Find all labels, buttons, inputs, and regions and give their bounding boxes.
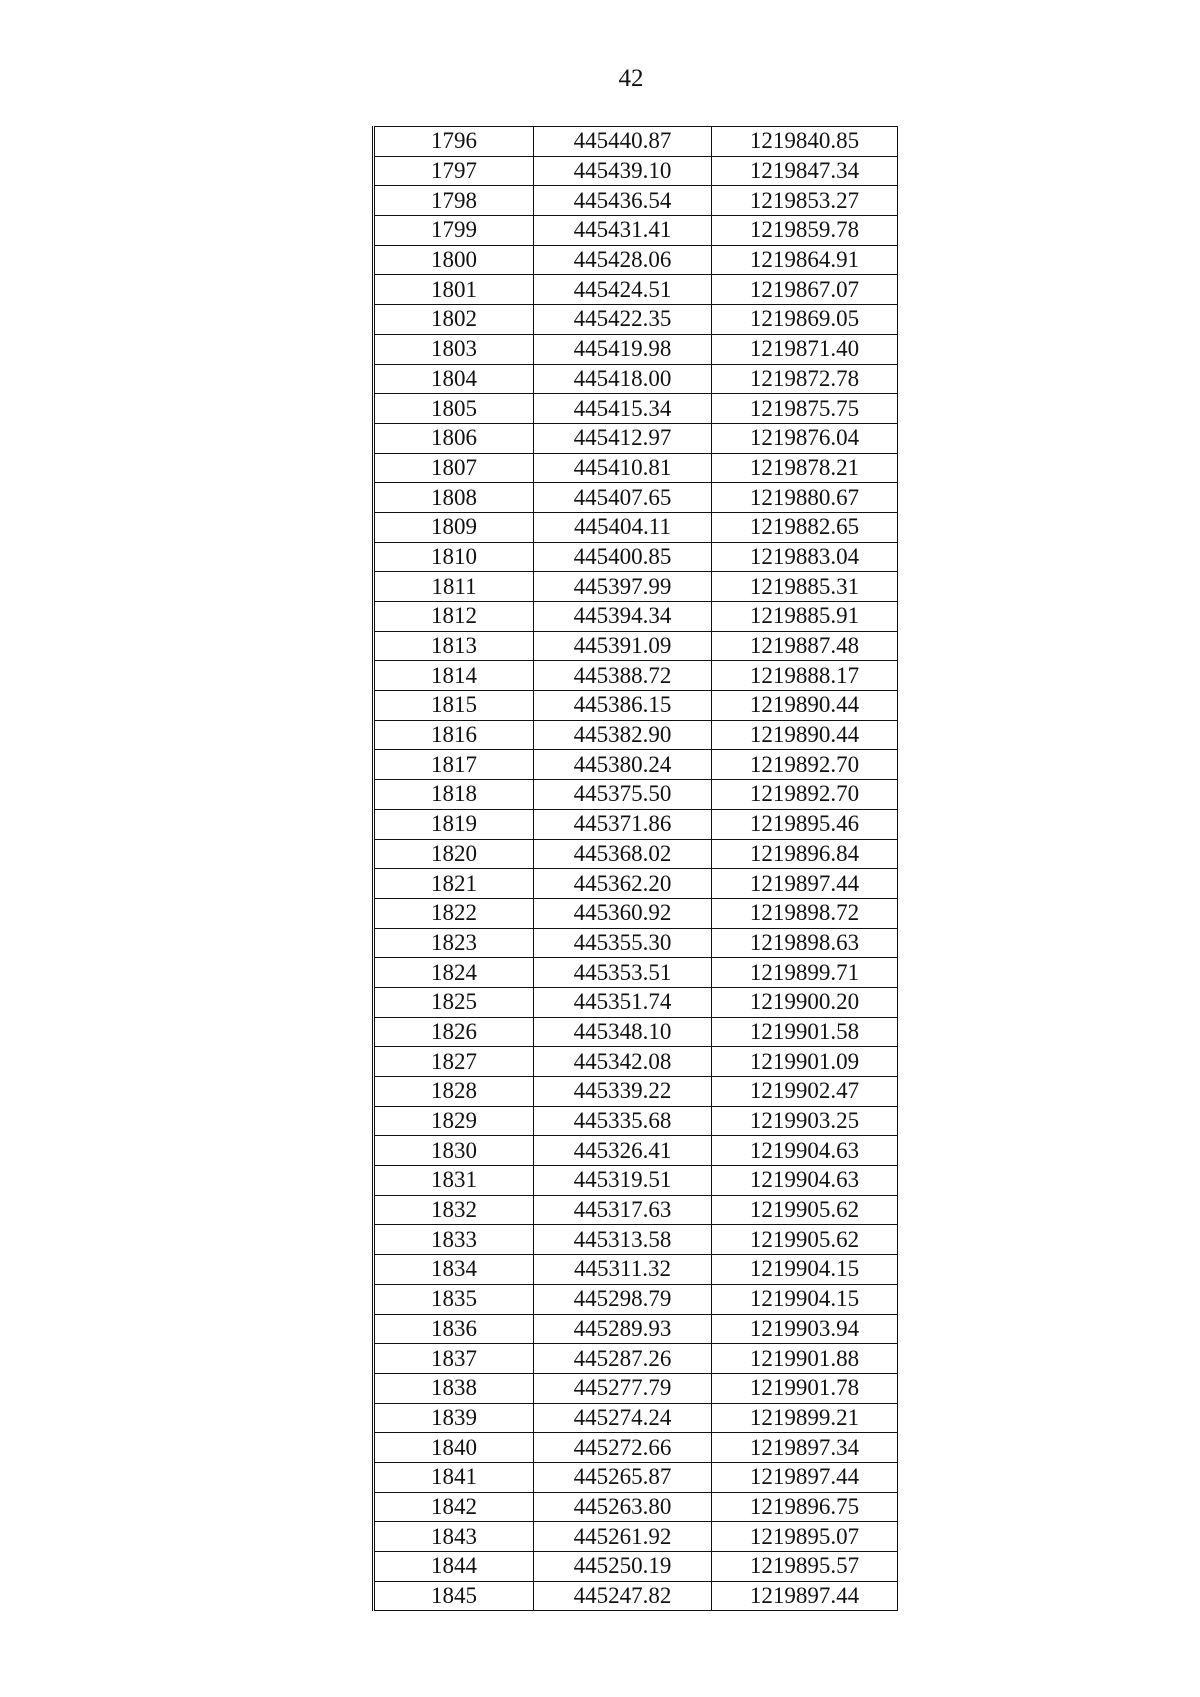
point-number-cell: 1835 <box>374 1284 534 1314</box>
y-coordinate-cell: 1219840.85 <box>712 127 898 157</box>
x-coordinate-cell: 445424.51 <box>534 275 712 305</box>
x-coordinate-cell: 445313.58 <box>534 1225 712 1255</box>
y-coordinate-cell: 1219864.91 <box>712 245 898 275</box>
x-coordinate-cell: 445394.34 <box>534 602 712 632</box>
table-row <box>374 483 898 513</box>
y-coordinate-cell: 1219883.04 <box>712 542 898 572</box>
x-coordinate-cell: 445339.22 <box>534 1077 712 1107</box>
x-coordinate-cell: 445298.79 <box>534 1284 712 1314</box>
point-number-cell: 1813 <box>374 631 534 661</box>
point-number-cell: 1830 <box>374 1136 534 1166</box>
point-number-cell: 1819 <box>374 809 534 839</box>
table-row <box>374 245 898 275</box>
x-coordinate-cell: 445404.11 <box>534 512 712 542</box>
point-number-cell: 1822 <box>374 898 534 928</box>
point-number-cell: 1837 <box>374 1344 534 1374</box>
y-coordinate-cell: 1219899.71 <box>712 958 898 988</box>
table-row <box>374 1373 898 1403</box>
point-number-cell: 1818 <box>374 780 534 810</box>
y-coordinate-cell: 1219901.78 <box>712 1373 898 1403</box>
table-row <box>374 958 898 988</box>
x-coordinate-cell: 445380.24 <box>534 750 712 780</box>
point-number-cell: 1817 <box>374 750 534 780</box>
x-coordinate-cell: 445360.92 <box>534 898 712 928</box>
table-row <box>374 453 898 483</box>
y-coordinate-cell: 1219890.44 <box>712 691 898 721</box>
table-row <box>374 572 898 602</box>
x-coordinate-cell: 445289.93 <box>534 1314 712 1344</box>
y-coordinate-cell: 1219882.65 <box>712 512 898 542</box>
table-row <box>374 334 898 364</box>
table-row <box>374 1166 898 1196</box>
point-number-cell: 1810 <box>374 542 534 572</box>
y-coordinate-cell: 1219869.05 <box>712 305 898 335</box>
x-coordinate-cell: 445319.51 <box>534 1166 712 1196</box>
x-coordinate-cell: 445388.72 <box>534 661 712 691</box>
table-row <box>374 394 898 424</box>
y-coordinate-cell: 1219887.48 <box>712 631 898 661</box>
y-coordinate-cell: 1219859.78 <box>712 216 898 246</box>
x-coordinate-cell: 445375.50 <box>534 780 712 810</box>
coordinates-table <box>372 126 898 1611</box>
y-coordinate-cell: 1219890.44 <box>712 720 898 750</box>
y-coordinate-cell: 1219892.70 <box>712 780 898 810</box>
x-coordinate-cell: 445362.20 <box>534 869 712 899</box>
table-row <box>374 661 898 691</box>
point-number-cell: 1814 <box>374 661 534 691</box>
point-number-cell: 1805 <box>374 394 534 424</box>
table-row <box>374 127 898 157</box>
table-row <box>374 809 898 839</box>
x-coordinate-cell: 445342.08 <box>534 1047 712 1077</box>
x-coordinate-cell: 445274.24 <box>534 1403 712 1433</box>
y-coordinate-cell: 1219880.67 <box>712 483 898 513</box>
table-row <box>374 1552 898 1582</box>
point-number-cell: 1840 <box>374 1433 534 1463</box>
page-number: 42 <box>618 65 644 92</box>
x-coordinate-cell: 445440.87 <box>534 127 712 157</box>
point-number-cell: 1801 <box>374 275 534 305</box>
table-row <box>374 1195 898 1225</box>
x-coordinate-cell: 445272.66 <box>534 1433 712 1463</box>
table-row <box>374 869 898 899</box>
y-coordinate-cell: 1219899.21 <box>712 1403 898 1433</box>
y-coordinate-cell: 1219900.20 <box>712 987 898 1017</box>
table-row <box>374 1017 898 1047</box>
x-coordinate-cell: 445348.10 <box>534 1017 712 1047</box>
point-number-cell: 1802 <box>374 305 534 335</box>
y-coordinate-cell: 1219896.75 <box>712 1492 898 1522</box>
table-row <box>374 987 898 1017</box>
x-coordinate-cell: 445439.10 <box>534 156 712 186</box>
point-number-cell: 1809 <box>374 512 534 542</box>
point-number-cell: 1824 <box>374 958 534 988</box>
point-number-cell: 1812 <box>374 602 534 632</box>
y-coordinate-cell: 1219895.07 <box>712 1522 898 1552</box>
y-coordinate-cell: 1219904.63 <box>712 1166 898 1196</box>
table-row <box>374 631 898 661</box>
y-coordinate-cell: 1219897.44 <box>712 1462 898 1492</box>
table-row <box>374 1433 898 1463</box>
table-row <box>374 216 898 246</box>
x-coordinate-cell: 445250.19 <box>534 1552 712 1582</box>
table-row <box>374 720 898 750</box>
y-coordinate-cell: 1219901.58 <box>712 1017 898 1047</box>
point-number-cell: 1833 <box>374 1225 534 1255</box>
point-number-cell: 1796 <box>374 127 534 157</box>
table-row <box>374 1225 898 1255</box>
table-row <box>374 1314 898 1344</box>
x-coordinate-cell: 445287.26 <box>534 1344 712 1374</box>
x-coordinate-cell: 445407.65 <box>534 483 712 513</box>
coordinates-table-body <box>374 127 898 1611</box>
x-coordinate-cell: 445265.87 <box>534 1462 712 1492</box>
x-coordinate-cell: 445410.81 <box>534 453 712 483</box>
x-coordinate-cell: 445353.51 <box>534 958 712 988</box>
x-coordinate-cell: 445335.68 <box>534 1106 712 1136</box>
y-coordinate-cell: 1219897.44 <box>712 1581 898 1611</box>
table-row <box>374 423 898 453</box>
table-row <box>374 1581 898 1611</box>
point-number-cell: 1828 <box>374 1077 534 1107</box>
y-coordinate-cell: 1219898.72 <box>712 898 898 928</box>
y-coordinate-cell: 1219904.15 <box>712 1284 898 1314</box>
y-coordinate-cell: 1219867.07 <box>712 275 898 305</box>
y-coordinate-cell: 1219895.46 <box>712 809 898 839</box>
x-coordinate-cell: 445422.35 <box>534 305 712 335</box>
point-number-cell: 1843 <box>374 1522 534 1552</box>
y-coordinate-cell: 1219897.34 <box>712 1433 898 1463</box>
table-row <box>374 1106 898 1136</box>
point-number-cell: 1823 <box>374 928 534 958</box>
x-coordinate-cell: 445418.00 <box>534 364 712 394</box>
table-row <box>374 1462 898 1492</box>
point-number-cell: 1829 <box>374 1106 534 1136</box>
table-row <box>374 928 898 958</box>
x-coordinate-cell: 445263.80 <box>534 1492 712 1522</box>
point-number-cell: 1844 <box>374 1552 534 1582</box>
x-coordinate-cell: 445419.98 <box>534 334 712 364</box>
point-number-cell: 1821 <box>374 869 534 899</box>
point-number-cell: 1804 <box>374 364 534 394</box>
point-number-cell: 1826 <box>374 1017 534 1047</box>
table-row <box>374 275 898 305</box>
table-row <box>374 691 898 721</box>
x-coordinate-cell: 445317.63 <box>534 1195 712 1225</box>
table-row <box>374 1077 898 1107</box>
point-number-cell: 1831 <box>374 1166 534 1196</box>
x-coordinate-cell: 445261.92 <box>534 1522 712 1552</box>
y-coordinate-cell: 1219895.57 <box>712 1552 898 1582</box>
point-number-cell: 1797 <box>374 156 534 186</box>
table-row <box>374 1284 898 1314</box>
table-row <box>374 898 898 928</box>
x-coordinate-cell: 445391.09 <box>534 631 712 661</box>
point-number-cell: 1827 <box>374 1047 534 1077</box>
point-number-cell: 1799 <box>374 216 534 246</box>
y-coordinate-cell: 1219902.47 <box>712 1077 898 1107</box>
y-coordinate-cell: 1219847.34 <box>712 156 898 186</box>
y-coordinate-cell: 1219876.04 <box>712 423 898 453</box>
x-coordinate-cell: 445428.06 <box>534 245 712 275</box>
table-row <box>374 156 898 186</box>
point-number-cell: 1806 <box>374 423 534 453</box>
y-coordinate-cell: 1219872.78 <box>712 364 898 394</box>
x-coordinate-cell: 445247.82 <box>534 1581 712 1611</box>
table-row <box>374 839 898 869</box>
point-number-cell: 1815 <box>374 691 534 721</box>
point-number-cell: 1816 <box>374 720 534 750</box>
y-coordinate-cell: 1219853.27 <box>712 186 898 216</box>
point-number-cell: 1808 <box>374 483 534 513</box>
point-number-cell: 1800 <box>374 245 534 275</box>
y-coordinate-cell: 1219897.44 <box>712 869 898 899</box>
y-coordinate-cell: 1219904.15 <box>712 1255 898 1285</box>
y-coordinate-cell: 1219875.75 <box>712 394 898 424</box>
point-number-cell: 1825 <box>374 987 534 1017</box>
x-coordinate-cell: 445436.54 <box>534 186 712 216</box>
x-coordinate-cell: 445397.99 <box>534 572 712 602</box>
point-number-cell: 1842 <box>374 1492 534 1522</box>
point-number-cell: 1820 <box>374 839 534 869</box>
x-coordinate-cell: 445412.97 <box>534 423 712 453</box>
table-row <box>374 750 898 780</box>
x-coordinate-cell: 445355.30 <box>534 928 712 958</box>
point-number-cell: 1807 <box>374 453 534 483</box>
table-row <box>374 512 898 542</box>
x-coordinate-cell: 445371.86 <box>534 809 712 839</box>
table-row <box>374 1492 898 1522</box>
y-coordinate-cell: 1219901.88 <box>712 1344 898 1374</box>
x-coordinate-cell: 445368.02 <box>534 839 712 869</box>
y-coordinate-cell: 1219896.84 <box>712 839 898 869</box>
point-number-cell: 1845 <box>374 1581 534 1611</box>
y-coordinate-cell: 1219892.70 <box>712 750 898 780</box>
x-coordinate-cell: 445382.90 <box>534 720 712 750</box>
y-coordinate-cell: 1219905.62 <box>712 1195 898 1225</box>
point-number-cell: 1832 <box>374 1195 534 1225</box>
table-row <box>374 186 898 216</box>
table-row <box>374 1522 898 1552</box>
x-coordinate-cell: 445351.74 <box>534 987 712 1017</box>
table-row <box>374 305 898 335</box>
y-coordinate-cell: 1219901.09 <box>712 1047 898 1077</box>
point-number-cell: 1834 <box>374 1255 534 1285</box>
y-coordinate-cell: 1219905.62 <box>712 1225 898 1255</box>
y-coordinate-cell: 1219903.25 <box>712 1106 898 1136</box>
x-coordinate-cell: 445431.41 <box>534 216 712 246</box>
point-number-cell: 1841 <box>374 1462 534 1492</box>
y-coordinate-cell: 1219888.17 <box>712 661 898 691</box>
x-coordinate-cell: 445415.34 <box>534 394 712 424</box>
point-number-cell: 1836 <box>374 1314 534 1344</box>
table-row <box>374 1047 898 1077</box>
y-coordinate-cell: 1219904.63 <box>712 1136 898 1166</box>
y-coordinate-cell: 1219878.21 <box>712 453 898 483</box>
y-coordinate-cell: 1219871.40 <box>712 334 898 364</box>
table-row <box>374 364 898 394</box>
y-coordinate-cell: 1219885.31 <box>712 572 898 602</box>
table-row <box>374 780 898 810</box>
x-coordinate-cell: 445400.85 <box>534 542 712 572</box>
table-row <box>374 1344 898 1374</box>
y-coordinate-cell: 1219885.91 <box>712 602 898 632</box>
y-coordinate-cell: 1219898.63 <box>712 928 898 958</box>
x-coordinate-cell: 445277.79 <box>534 1373 712 1403</box>
point-number-cell: 1803 <box>374 334 534 364</box>
point-number-cell: 1811 <box>374 572 534 602</box>
table-row <box>374 602 898 632</box>
y-coordinate-cell: 1219903.94 <box>712 1314 898 1344</box>
table-row <box>374 1255 898 1285</box>
x-coordinate-cell: 445326.41 <box>534 1136 712 1166</box>
x-coordinate-cell: 445311.32 <box>534 1255 712 1285</box>
x-coordinate-cell: 445386.15 <box>534 691 712 721</box>
point-number-cell: 1839 <box>374 1403 534 1433</box>
point-number-cell: 1798 <box>374 186 534 216</box>
table-row <box>374 542 898 572</box>
point-number-cell: 1838 <box>374 1373 534 1403</box>
table-row <box>374 1403 898 1433</box>
table-row <box>374 1136 898 1166</box>
